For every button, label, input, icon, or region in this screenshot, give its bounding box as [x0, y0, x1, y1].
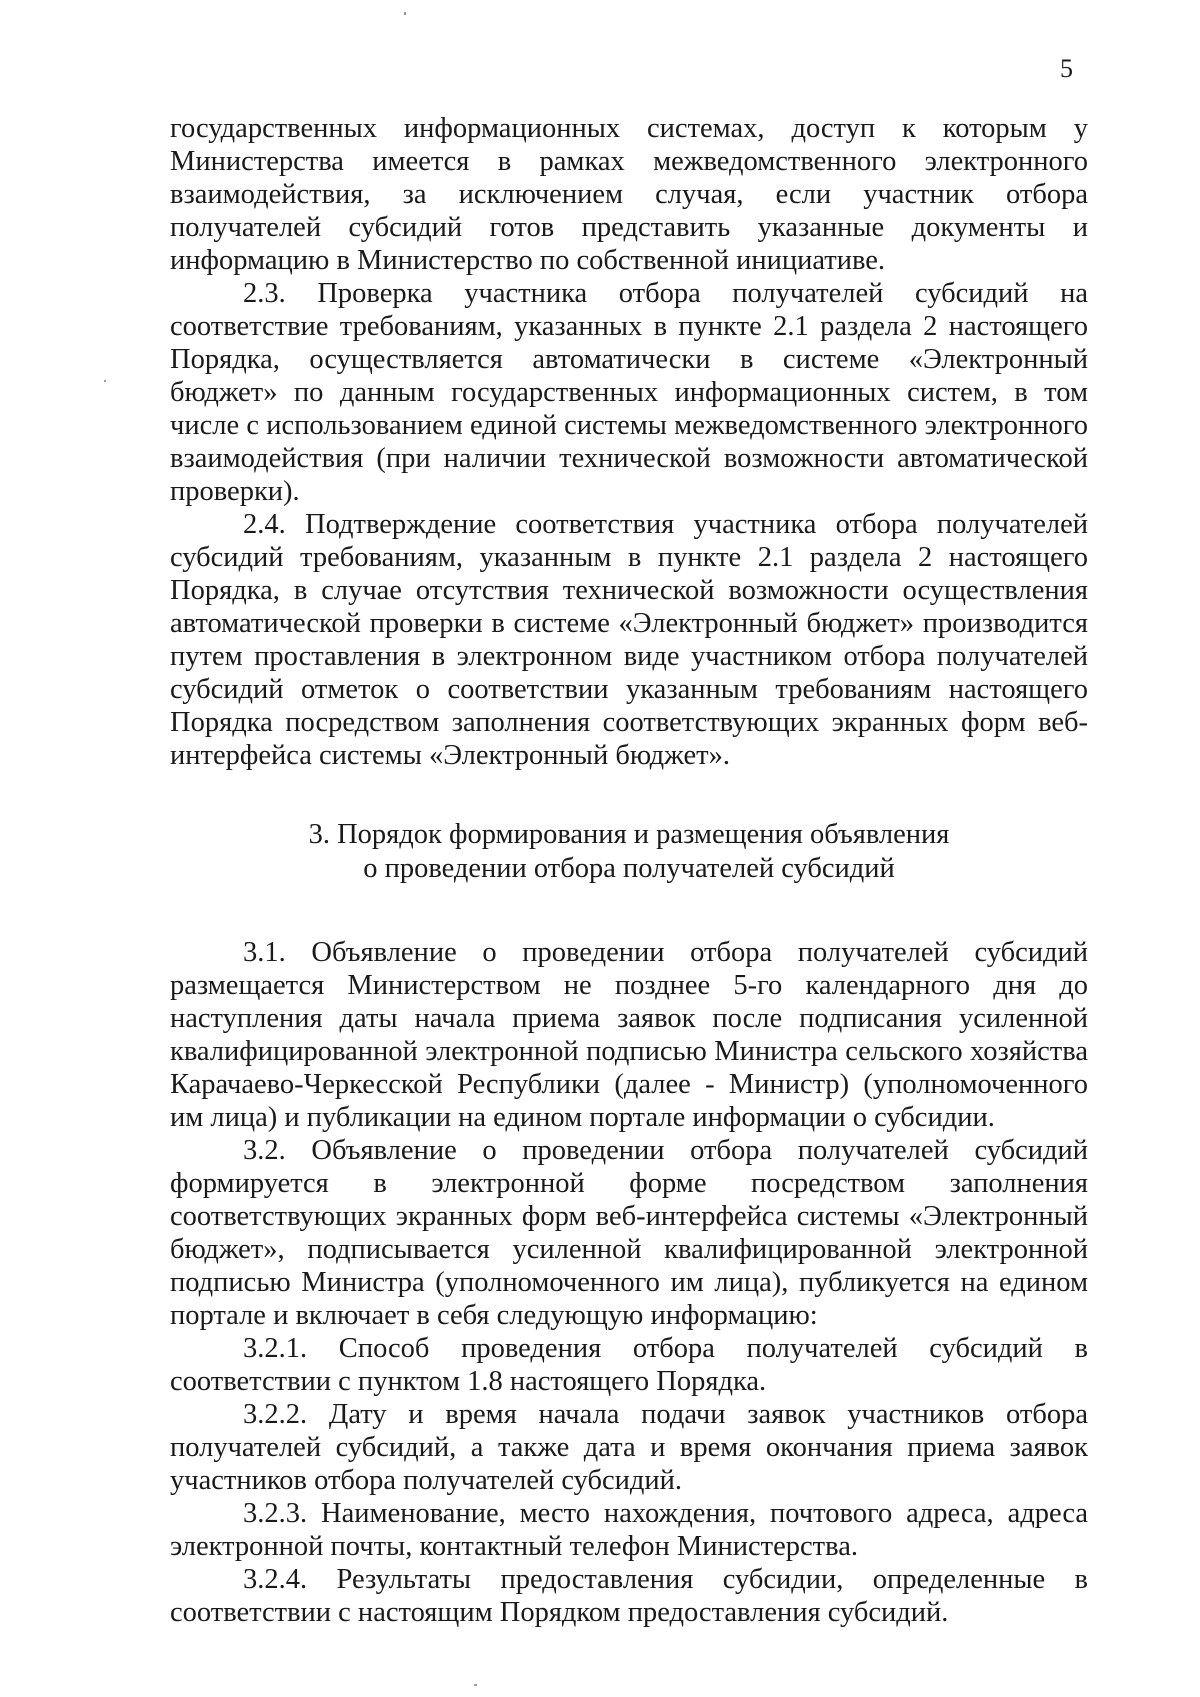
paragraph-3-2: 3.2. Объявление о проведении отбора получателей субсидий формируется в электронной форме посредством заполнения соответствующих экранных форм веб-интерфейса системы «Электронный бюджет», подписывается усиленной квалифицированной электронной подписью Министра (уполномоченного им лица), публикуется на едином портале и включает в себя следующую информацию:: [170, 1135, 1088, 1331]
paragraph-3-2-2: 3.2.2. Дату и время начала подачи заявок участников отбора получателей субсидий, а также дата и время окончания приема заявок участников отбора получателей субсидий.: [170, 1399, 1088, 1496]
paragraph-3-1: 3.1. Объявление о проведении отбора получателей субсидий размещается Министерством не позднее 5-го календарного дня до наступления даты начала приема заявок после подписания усиленной квалифицированной электронной подписью Министра сельского хозяйства Карачаево-Черкесской Республики (далее - Министр) (уполномоченного им лица) и публикации на едином портале информации о субсидии.: [170, 937, 1088, 1133]
paragraph-2-3: 2.3. Проверка участника отбора получателей субсидий на соответствие требованиям, указанных в пункте 2.1 раздела 2 настоящего Порядка, осуществляется автоматически в системе «Электронный бюджет» по данным государственных информационных систем, в том числе с использованием единой системы межведомственного электронного взаимодействия (при наличии технической возможности автоматической проверки).: [170, 278, 1088, 507]
document-body: [170, 112, 1088, 1629]
scan-speck-bottom: [474, 1684, 477, 1686]
page-number: 5: [1060, 54, 1073, 83]
paragraph-continuation: государственных информационных системах, доступ к которым у Министерства имеется в рамках межведомственного электронного взаимодействия, за исключением случая, если участник отбора получателей субсидий готов представить указанные документы и информацию в Министерство по собственной инициативе.: [170, 113, 1088, 276]
paragraph-3-2-3: 3.2.3. Наименование, место нахождения, почтового адреса, адреса электронной почты, контактный телефон Министерства.: [170, 1498, 1088, 1562]
section-heading-line-2: о проведении отбора получателей субсидий: [363, 853, 895, 884]
scan-speck-left: [104, 380, 106, 382]
section-heading-line-1: 3. Порядок формирования и размещения объявления: [308, 819, 950, 850]
scan-speck-top: [404, 12, 406, 15]
paragraph-2-4: 2.4. Подтверждение соответствия участника отбора получателей субсидий требованиям, указанным в пункте 2.1 раздела 2 настоящего Порядка, в случае отсутствия технической возможности осуществления автоматической проверки в системе «Электронный бюджет» производится путем проставления в электронном виде участником отбора получателей субсидий отметок о соответствии указанным требованиям настоящего Порядка посредством заполнения соответствующих экранных форм веб-интерфейса системы «Электронный бюджет».: [170, 509, 1088, 771]
paragraph-3-2-1: 3.2.1. Способ проведения отбора получателей субсидий в соответствии с пунктом 1.8 настоящего Порядка.: [170, 1333, 1088, 1397]
section-heading: [170, 818, 1088, 886]
paragraph-3-2-4: 3.2.4. Результаты предоставления субсидии, определенные в соответствии с настоящим Порядком предоставления субсидий.: [170, 1564, 1088, 1628]
